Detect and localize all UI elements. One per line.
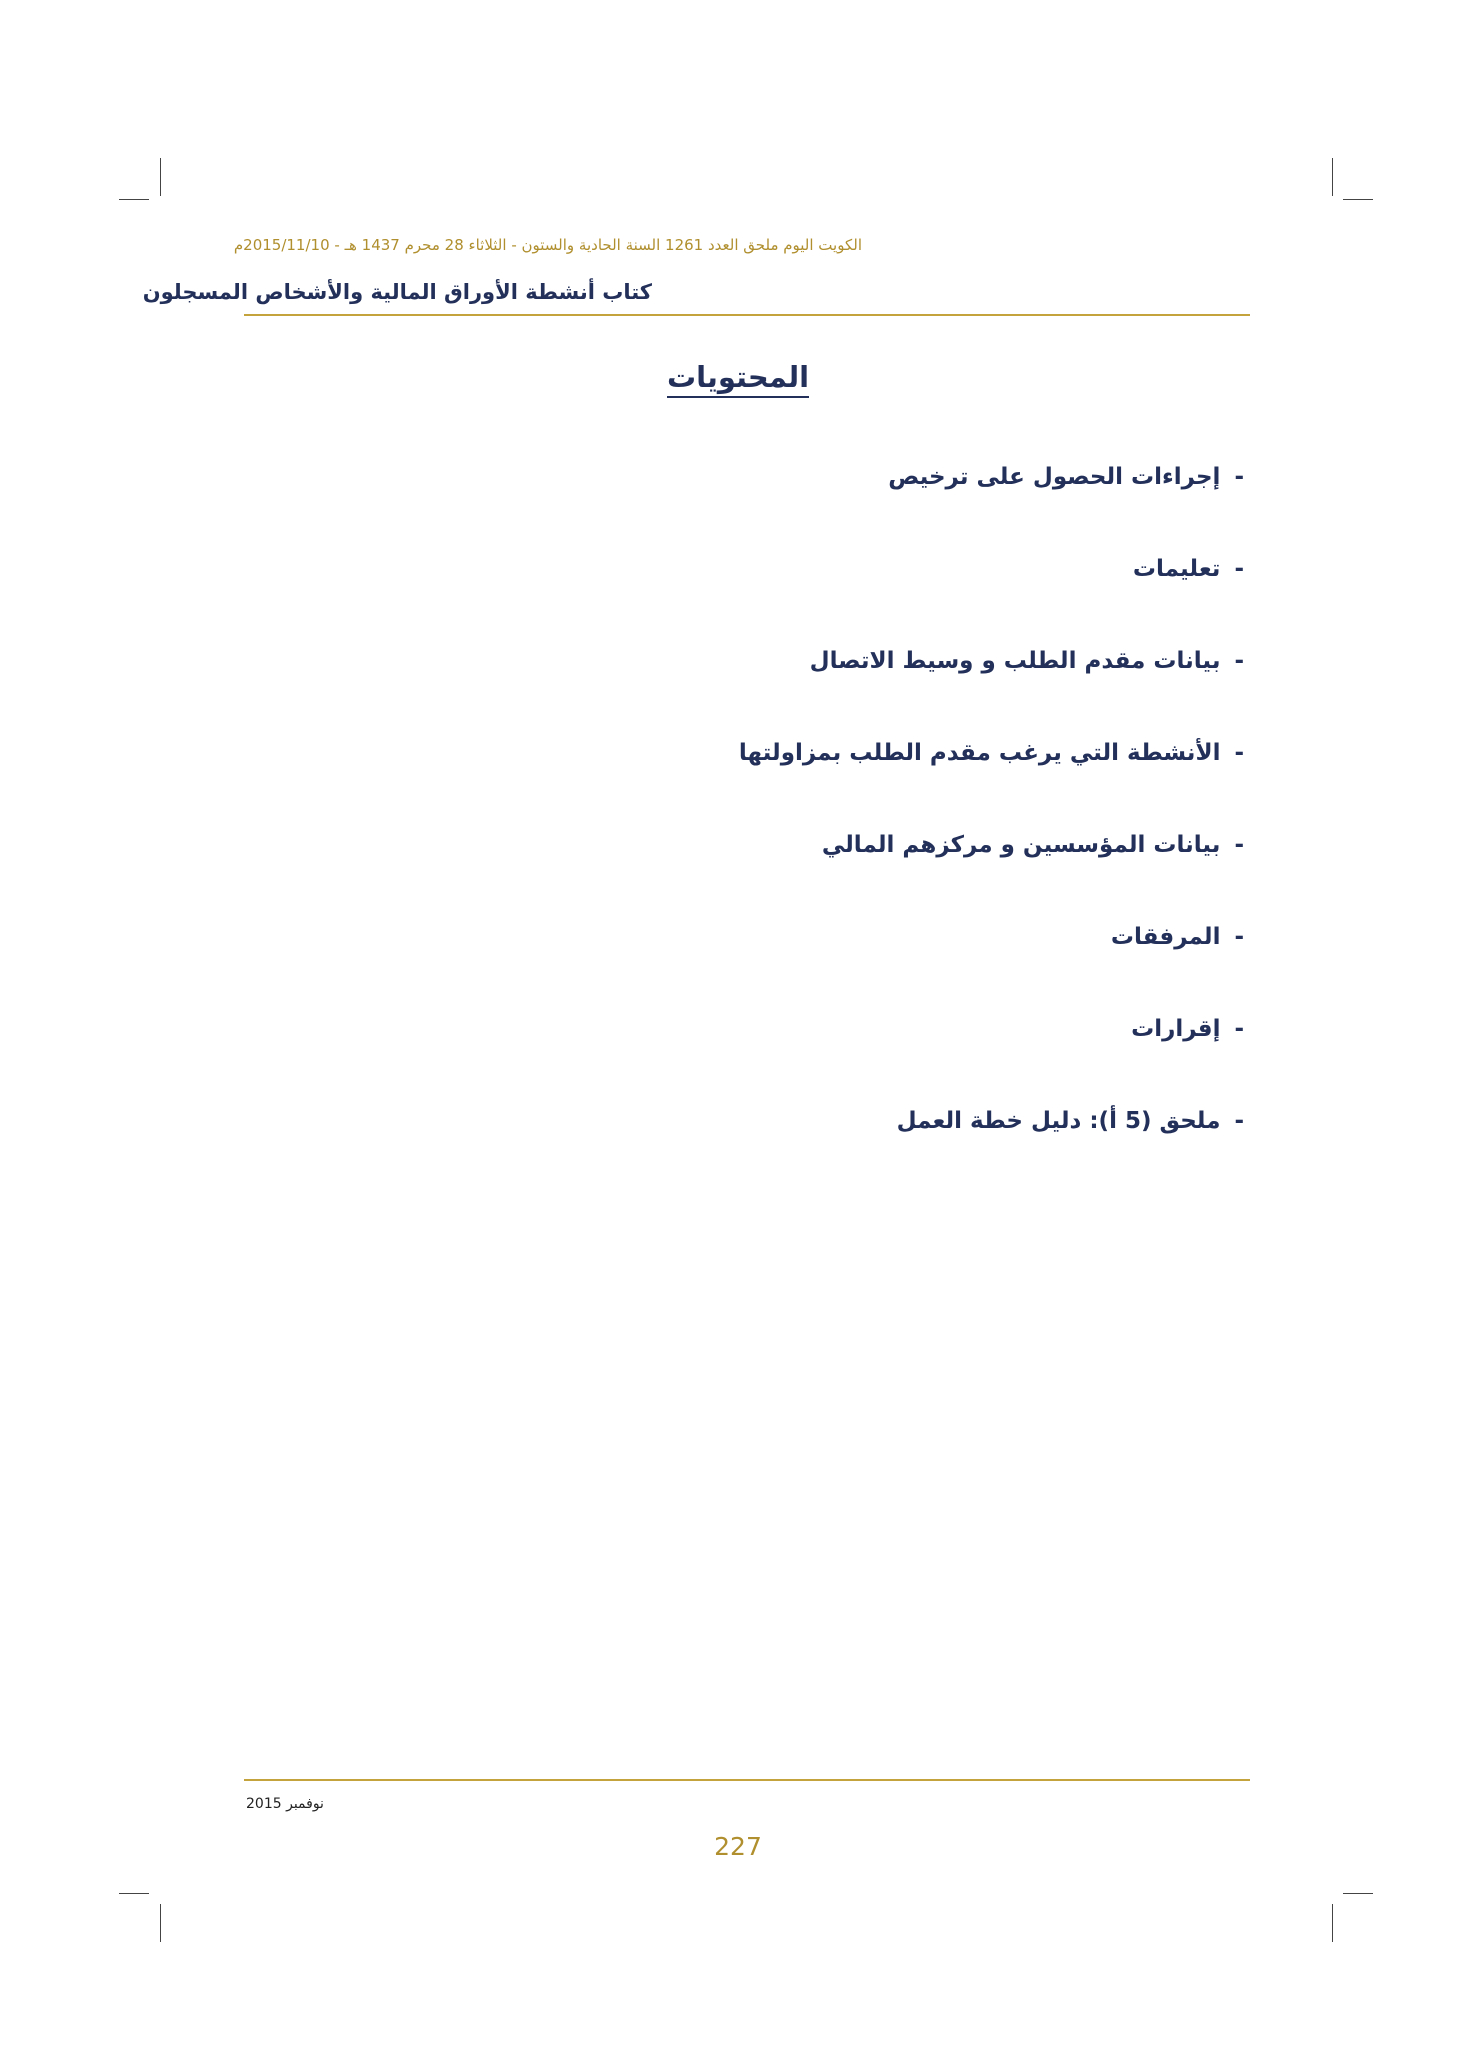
toc-bullet: - — [1234, 1016, 1244, 1042]
toc-item-label: الأنشطة التي يرغب مقدم الطلب بمزاولتها — [738, 740, 1221, 766]
page-title — [0, 360, 1476, 394]
crop-mark — [160, 158, 161, 196]
toc-item-label: بيانات المؤسسين و مركزهم المالي — [821, 832, 1221, 858]
toc-item — [810, 648, 1244, 674]
footer-date: نوفمبر 2015 — [246, 1796, 324, 1812]
crop-mark — [1343, 199, 1373, 200]
issue-line: الكويت اليوم ملحق العدد 1261 السنة الحادية والستون - الثلاثاء 28 محرم 1437 هـ - 2015/11/10م — [233, 236, 862, 254]
crop-mark — [119, 199, 149, 200]
toc-item — [739, 740, 1244, 766]
footer-rule — [244, 1779, 1250, 1781]
toc-item — [1131, 1016, 1244, 1042]
toc-item-label: إقرارات — [1131, 1016, 1221, 1042]
toc-item-label: بيانات مقدم الطلب و وسيط الاتصال — [809, 648, 1221, 674]
toc-bullet: - — [1234, 1108, 1244, 1134]
toc-bullet: - — [1234, 924, 1244, 950]
crop-mark — [119, 1893, 149, 1894]
toc-item — [822, 832, 1244, 858]
crop-mark — [160, 1904, 161, 1942]
toc-bullet: - — [1234, 740, 1244, 766]
page-number: 227 — [714, 1832, 762, 1861]
toc-item — [888, 464, 1244, 490]
crop-mark — [1332, 158, 1333, 196]
page-title-text: المحتويات — [667, 360, 809, 398]
header-rule — [244, 314, 1250, 316]
crop-mark — [1332, 1904, 1333, 1942]
toc-bullet: - — [1234, 464, 1244, 490]
toc-item-label: المرفقات — [1110, 924, 1221, 950]
toc-item — [1111, 924, 1244, 950]
toc-bullet: - — [1234, 832, 1244, 858]
toc-item-label: إجراءات الحصول على ترخيص — [888, 464, 1221, 490]
crop-mark — [1343, 1893, 1373, 1894]
toc-item-label: ملحق (5 أ): دليل خطة العمل — [896, 1108, 1221, 1134]
toc-bullet: - — [1234, 556, 1244, 582]
toc-item-label: تعليمات — [1132, 556, 1221, 582]
toc-item — [1133, 556, 1244, 582]
book-title: كتاب أنشطة الأوراق المالية والأشخاص المسجلون — [142, 280, 652, 304]
toc-bullet: - — [1234, 648, 1244, 674]
toc-item — [897, 1108, 1244, 1134]
